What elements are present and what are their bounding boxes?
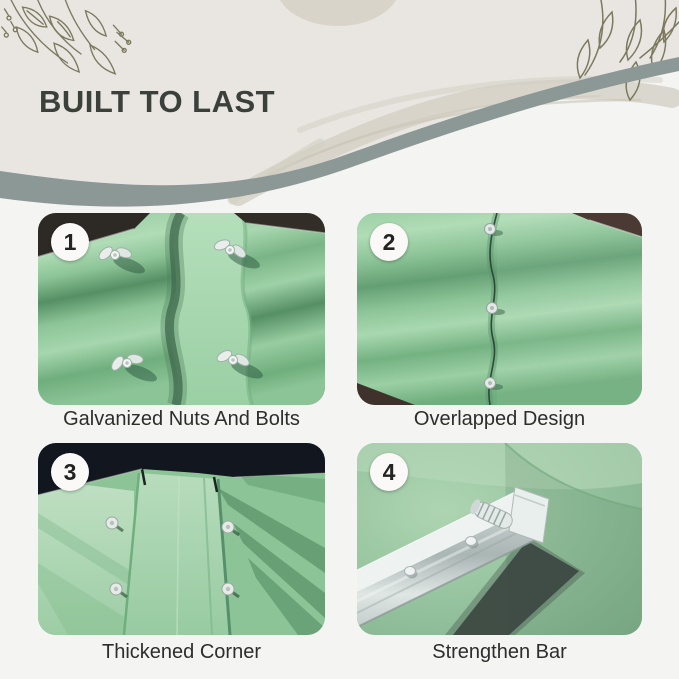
feature-panel-1 — [38, 213, 325, 405]
feature-panel-4 — [357, 443, 642, 635]
panel-number-badge: 4 — [370, 453, 408, 491]
panel-caption: Overlapped Design — [413, 408, 586, 430]
panel-caption: Strengthen Bar — [432, 641, 567, 663]
panel-caption: Thickened Corner — [102, 641, 261, 663]
page-title: BUILT TO LAST — [39, 84, 276, 119]
panel-number-badge: 3 — [51, 453, 89, 491]
feature-panel-3 — [38, 443, 325, 635]
panel-number-badge: 1 — [51, 223, 89, 261]
feature-panel-2 — [357, 213, 642, 405]
panel-caption: Galvanized Nuts And Bolts — [63, 408, 300, 430]
panel-number-badge: 2 — [370, 223, 408, 261]
